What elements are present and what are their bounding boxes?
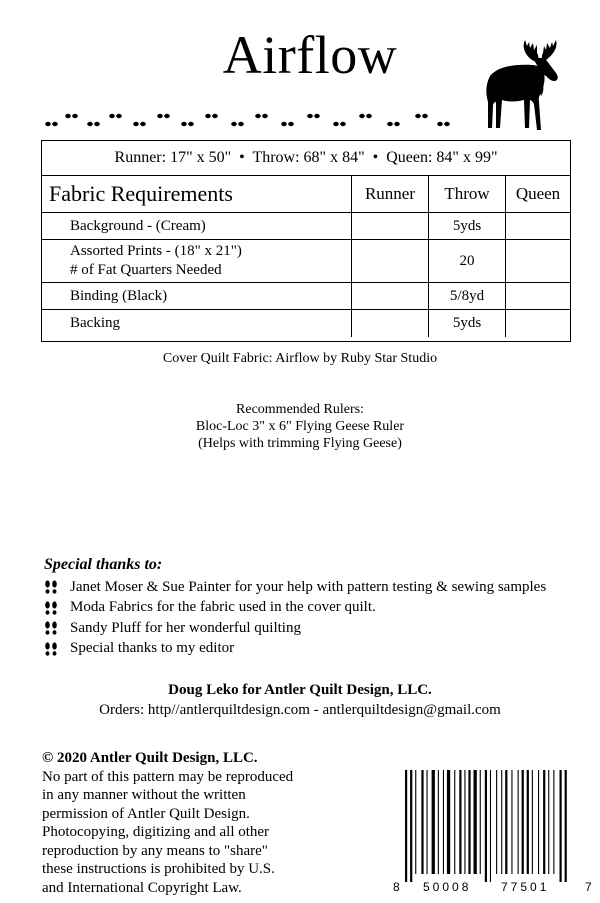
copyright-notice (42, 749, 362, 897)
list-item (44, 577, 546, 598)
designer-credit: Doug Leko for Antler Quilt Design, LLC. (168, 682, 432, 698)
column-header-throw: Throw (429, 176, 506, 213)
barcode-bar (532, 770, 533, 874)
barcode-digit-first: 8 (393, 880, 400, 894)
table-row (42, 240, 570, 283)
barcode-bar (480, 770, 481, 874)
copyright-line: these instructions is prohibited by U.S. (42, 861, 275, 877)
hoof-print-icon (44, 601, 58, 615)
special-thanks-list (44, 577, 546, 659)
list-item-text: Moda Fabrics for the fabric used in the cover quilt. (70, 599, 376, 616)
barcode-bar (427, 770, 428, 874)
queen-value (506, 213, 571, 240)
hoof-print-icon (44, 580, 58, 594)
barcode-bar (490, 770, 491, 882)
throw-value: 5/8yd (429, 283, 506, 310)
barcode-bar (518, 770, 519, 874)
barcode-bar (454, 770, 455, 874)
queen-value (506, 283, 571, 310)
copyright-line: Photocopying, digitizing and all other (42, 824, 270, 840)
barcode-bar (421, 770, 423, 874)
throw-value: 20 (429, 240, 506, 283)
barcode-bar (405, 770, 407, 882)
fabric-requirements-box (41, 140, 571, 342)
copyright-heading: © 2020 Antler Quilt Design, LLC. (42, 750, 258, 766)
barcode-bar (432, 770, 435, 874)
list-item-text: Sandy Pluff for her wonderful quilting (70, 619, 301, 636)
quilt-sizes-line: Runner: 17" x 50" • Throw: 68" x 84" • Queen: 84" x 99" (114, 149, 498, 166)
barcode-bar (548, 770, 549, 874)
table-header-row (42, 176, 570, 213)
runner-value (352, 240, 429, 283)
throw-value: 5yds (429, 213, 506, 240)
barcode-group1: 50008 (423, 880, 472, 894)
copyright-line: No part of this pattern may be reproduced (42, 768, 294, 785)
barcode (393, 770, 592, 898)
column-header-queen: Queen (506, 176, 571, 213)
queen-value (506, 310, 571, 337)
barcode-bar (538, 770, 539, 874)
rulers-line1: Bloc-Loc 3" x 6" Flying Geese Ruler (195, 419, 405, 434)
hoof-print-icon (44, 642, 58, 656)
barcode-bar (527, 770, 529, 874)
list-item-text: Janet Moser & Sue Painter for your help with pattern testing & sewing samples (70, 578, 547, 595)
table-row (42, 283, 570, 310)
barcode-bar (505, 770, 507, 874)
row-label: Backing (42, 310, 352, 337)
rulers-heading: Recommended Rulers: (236, 402, 364, 417)
barcode-bar (443, 770, 444, 874)
special-thanks-heading: Special thanks to: (44, 556, 163, 573)
column-header-runner: Runner (352, 176, 429, 213)
barcode-bar (522, 770, 524, 874)
table-row (42, 310, 570, 337)
table-row (42, 213, 570, 240)
moose-tracks-decoration (44, 104, 454, 130)
barcode-bar (415, 770, 416, 874)
barcode-bar (501, 770, 502, 874)
rulers-line2: (Helps with trimming Flying Geese) (198, 436, 402, 451)
list-item (44, 618, 546, 639)
row-label: Binding (Black) (42, 283, 352, 310)
barcode-bar (410, 770, 412, 882)
barcode-bar (459, 770, 461, 874)
barcode-bar (565, 770, 567, 882)
barcode-bar (485, 770, 487, 882)
barcode-bar (543, 770, 545, 874)
throw-value: 5yds (429, 310, 506, 337)
copyright-line: permission of Antler Quilt Design. (42, 805, 250, 822)
page-title: Airflow (222, 25, 398, 85)
moose-logo-icon (484, 40, 572, 132)
runner-value (352, 310, 429, 337)
list-item (44, 598, 546, 619)
barcode-bar (511, 770, 512, 874)
row-label (42, 240, 352, 283)
cover-fabric-note: Cover Quilt Fabric: Airflow by Ruby Star Studio (162, 351, 438, 366)
fabric-requirements-table (42, 175, 570, 337)
barcode-bar (464, 770, 465, 874)
barcode-bar (438, 770, 439, 874)
row-label-line1: Assorted Prints - (18" x 21") (70, 243, 242, 259)
barcode-bar (496, 770, 497, 874)
barcode-bar (447, 770, 450, 874)
table-heading: Fabric Requirements (42, 176, 352, 213)
orders-line: Orders: http//antlerquiltdesign.com - antlerquiltdesign@gmail.com (99, 702, 501, 718)
copyright-line: in any manner without the written (42, 787, 246, 803)
barcode-digit-last: 7 (585, 880, 592, 894)
copyright-line: reproduction by any means to "share" (42, 842, 268, 859)
runner-value (352, 283, 429, 310)
queen-value (506, 240, 571, 283)
list-item-text: Special thanks to my editor (70, 640, 235, 657)
copyright-line: and International Copyright Law. (42, 879, 242, 896)
barcode-bars (405, 770, 581, 882)
runner-value (352, 213, 429, 240)
row-label: Background - (Cream) (42, 213, 352, 240)
recommended-rulers (0, 401, 600, 452)
barcode-bar (553, 770, 554, 874)
barcode-bar (468, 770, 470, 874)
hoof-print-icon (44, 621, 58, 635)
list-item (44, 639, 546, 660)
barcode-bar (560, 770, 562, 882)
row-label-line2: # of Fat Quarters Needed (70, 262, 222, 278)
barcode-bar (474, 770, 477, 874)
barcode-group2: 77501 (501, 880, 550, 894)
